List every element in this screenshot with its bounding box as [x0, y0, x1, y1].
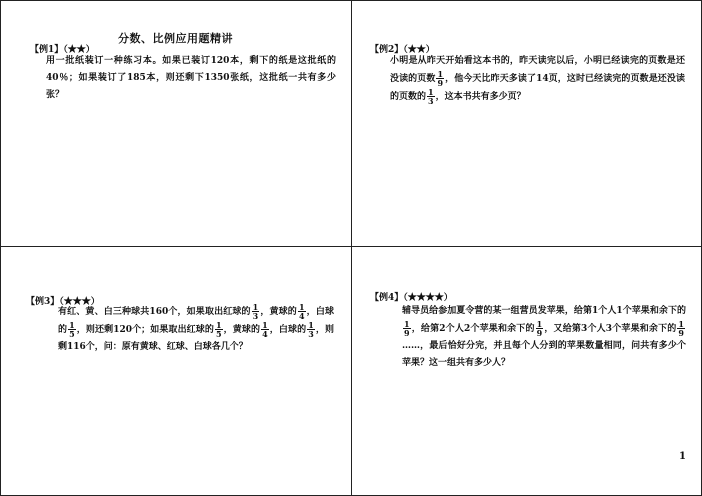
- fraction-numerator: 1: [252, 302, 259, 312]
- example-4-text-part: ……，最后恰好分完，并且每个人分到的苹果数量相同，问共有多少个苹果？这一组共有多少人？: [402, 341, 686, 368]
- example-3-text-part: ，则还剩120个；如果取出红球的: [76, 325, 214, 335]
- example-4-text: [402, 303, 686, 372]
- fraction: [307, 321, 315, 338]
- fraction: [261, 321, 269, 338]
- fraction-numerator: 1: [298, 302, 305, 312]
- fraction: [436, 70, 444, 87]
- example-4-text-part: ，给第2个人2个苹果和余下的: [411, 324, 535, 334]
- fraction-denominator: 3: [428, 96, 434, 106]
- fraction-numerator: 1: [69, 320, 75, 330]
- fraction-denominator: 3: [308, 329, 314, 339]
- fraction-numerator: 1: [678, 319, 684, 329]
- example-3-text-part: 有红、黄、白三种球共160个，如果取出红球的: [58, 307, 251, 317]
- example-3-text: [58, 303, 334, 356]
- example-3-text-part: ，白球的: [269, 325, 307, 335]
- fraction-denominator: 9: [404, 328, 410, 338]
- example-4-text-part: 辅导员给参加夏令营的某一组营员发苹果，给第1个人1个苹果和余下的: [402, 306, 686, 316]
- fraction: [403, 320, 411, 337]
- fraction: [68, 321, 76, 338]
- example-1-heading: 【例1】（★★）: [30, 45, 95, 55]
- fraction-denominator: 4: [298, 311, 305, 321]
- example-2-text-part: 小明是从昨天开始看这本书的，昨天读完以后，小明已经读完的页数是还没读的页数: [390, 56, 685, 84]
- example-3-text-part: ，则剩116个，问：原有黄球、红球、白球各几个？: [58, 325, 334, 352]
- fraction: [677, 320, 685, 337]
- fraction-denominator: 9: [437, 78, 444, 88]
- fraction-numerator: 1: [216, 320, 222, 330]
- fraction-numerator: 1: [437, 69, 444, 79]
- example-3-text-part: ，黄球的: [260, 307, 297, 317]
- horizontal-divider: [0, 246, 702, 247]
- example-4-heading: 【例4】（★★★★）: [370, 293, 453, 303]
- page-number: 1: [679, 451, 686, 462]
- example-3-text-part: ，白球的: [58, 307, 334, 335]
- example-3-heading: 【例3】（★★★）: [26, 297, 100, 307]
- example-2-heading: 【例2】（★★）: [370, 45, 435, 55]
- fraction-denominator: 5: [216, 329, 222, 339]
- fraction-denominator: 9: [536, 328, 543, 338]
- fraction-denominator: 3: [252, 311, 259, 321]
- fraction-numerator: 1: [262, 320, 268, 330]
- example-4-text-part: ，又给第3个人3个苹果和余下的: [544, 324, 677, 334]
- example-2-text-part: ，这本书共有多少页？: [435, 92, 526, 102]
- fraction: [252, 303, 260, 320]
- fraction-numerator: 1: [308, 320, 314, 330]
- fraction: [298, 303, 306, 320]
- fraction-numerator: 1: [404, 319, 410, 329]
- page-title: 分数、比例应用题精讲: [118, 32, 233, 45]
- fraction-denominator: 4: [262, 329, 268, 339]
- example-1-text: 用一批纸装订一种练习本。如果已装订120本，剩下的纸是这批纸的40％；如果装订了185本，则还剩下1350张纸，这批纸一共有多少张？: [46, 56, 336, 100]
- fraction-numerator: 1: [428, 87, 434, 97]
- fraction-denominator: 9: [678, 328, 684, 338]
- fraction: [536, 320, 544, 337]
- example-2-text: [390, 53, 685, 106]
- fraction-denominator: 5: [69, 329, 75, 339]
- fraction: [215, 321, 223, 338]
- example-3-text-part: ，黄球的: [223, 325, 261, 335]
- vertical-divider: [351, 0, 352, 496]
- fraction: [427, 88, 435, 105]
- fraction-numerator: 1: [536, 319, 543, 329]
- example-2-text-part: ，他今天比昨天多读了14页，这时已经读完的页数是还没读的页数的: [390, 74, 685, 102]
